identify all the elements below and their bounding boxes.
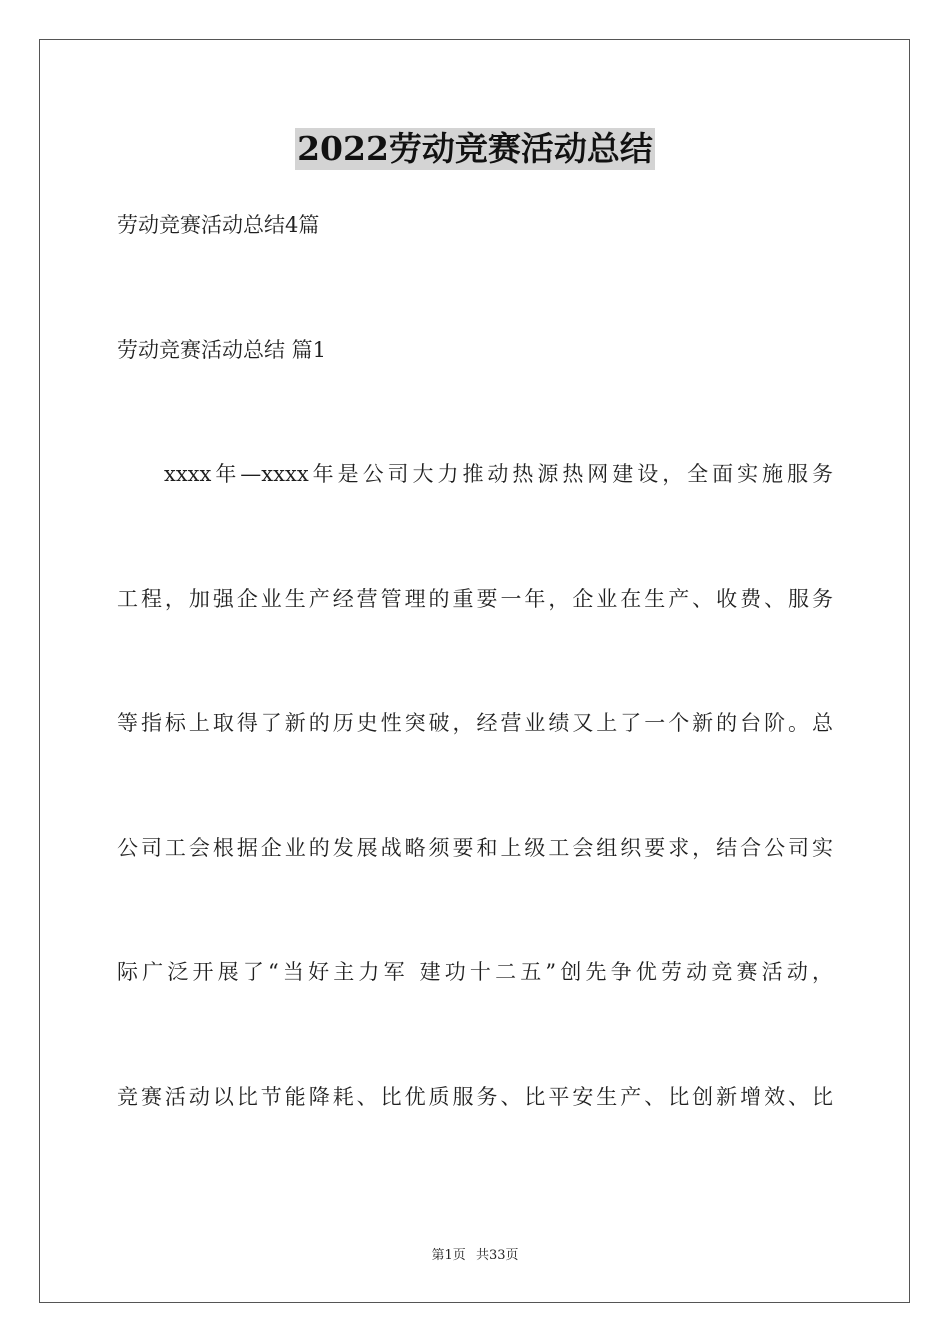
current-page-label: 第1页 — [431, 1248, 466, 1263]
title-container — [0, 128, 950, 170]
paragraph-line: 等指标上取得了新的历史性突破，经营业绩又上了一个新的台阶。总 — [117, 711, 833, 735]
paragraph-line: 际广泛开展了“当好主力军 建功十二五”创先争优劳动竞赛活动， — [117, 960, 833, 984]
paragraph-line: 工程，加强企业生产经营管理的重要一年，企业在生产、收费、服务 — [117, 587, 833, 611]
paragraph-line: xxxx年—xxxx年是公司大力推动热源热网建设，全面实施服务 — [164, 462, 833, 486]
document-title: 2022劳动竞赛活动总结 — [297, 129, 653, 168]
document-subtitle: 劳动竞赛活动总结4篇 — [117, 213, 320, 237]
section-heading: 劳动竞赛活动总结 篇1 — [117, 338, 327, 362]
total-pages-label: 共33页 — [475, 1248, 519, 1263]
paragraph-line: 公司工会根据企业的发展战略须要和上级工会组织要求，结合公司实 — [117, 836, 833, 860]
page-footer — [0, 1247, 950, 1265]
paragraph-line: 竞赛活动以比节能降耗、比优质服务、比平安生产、比创新增效、比 — [117, 1085, 833, 1109]
